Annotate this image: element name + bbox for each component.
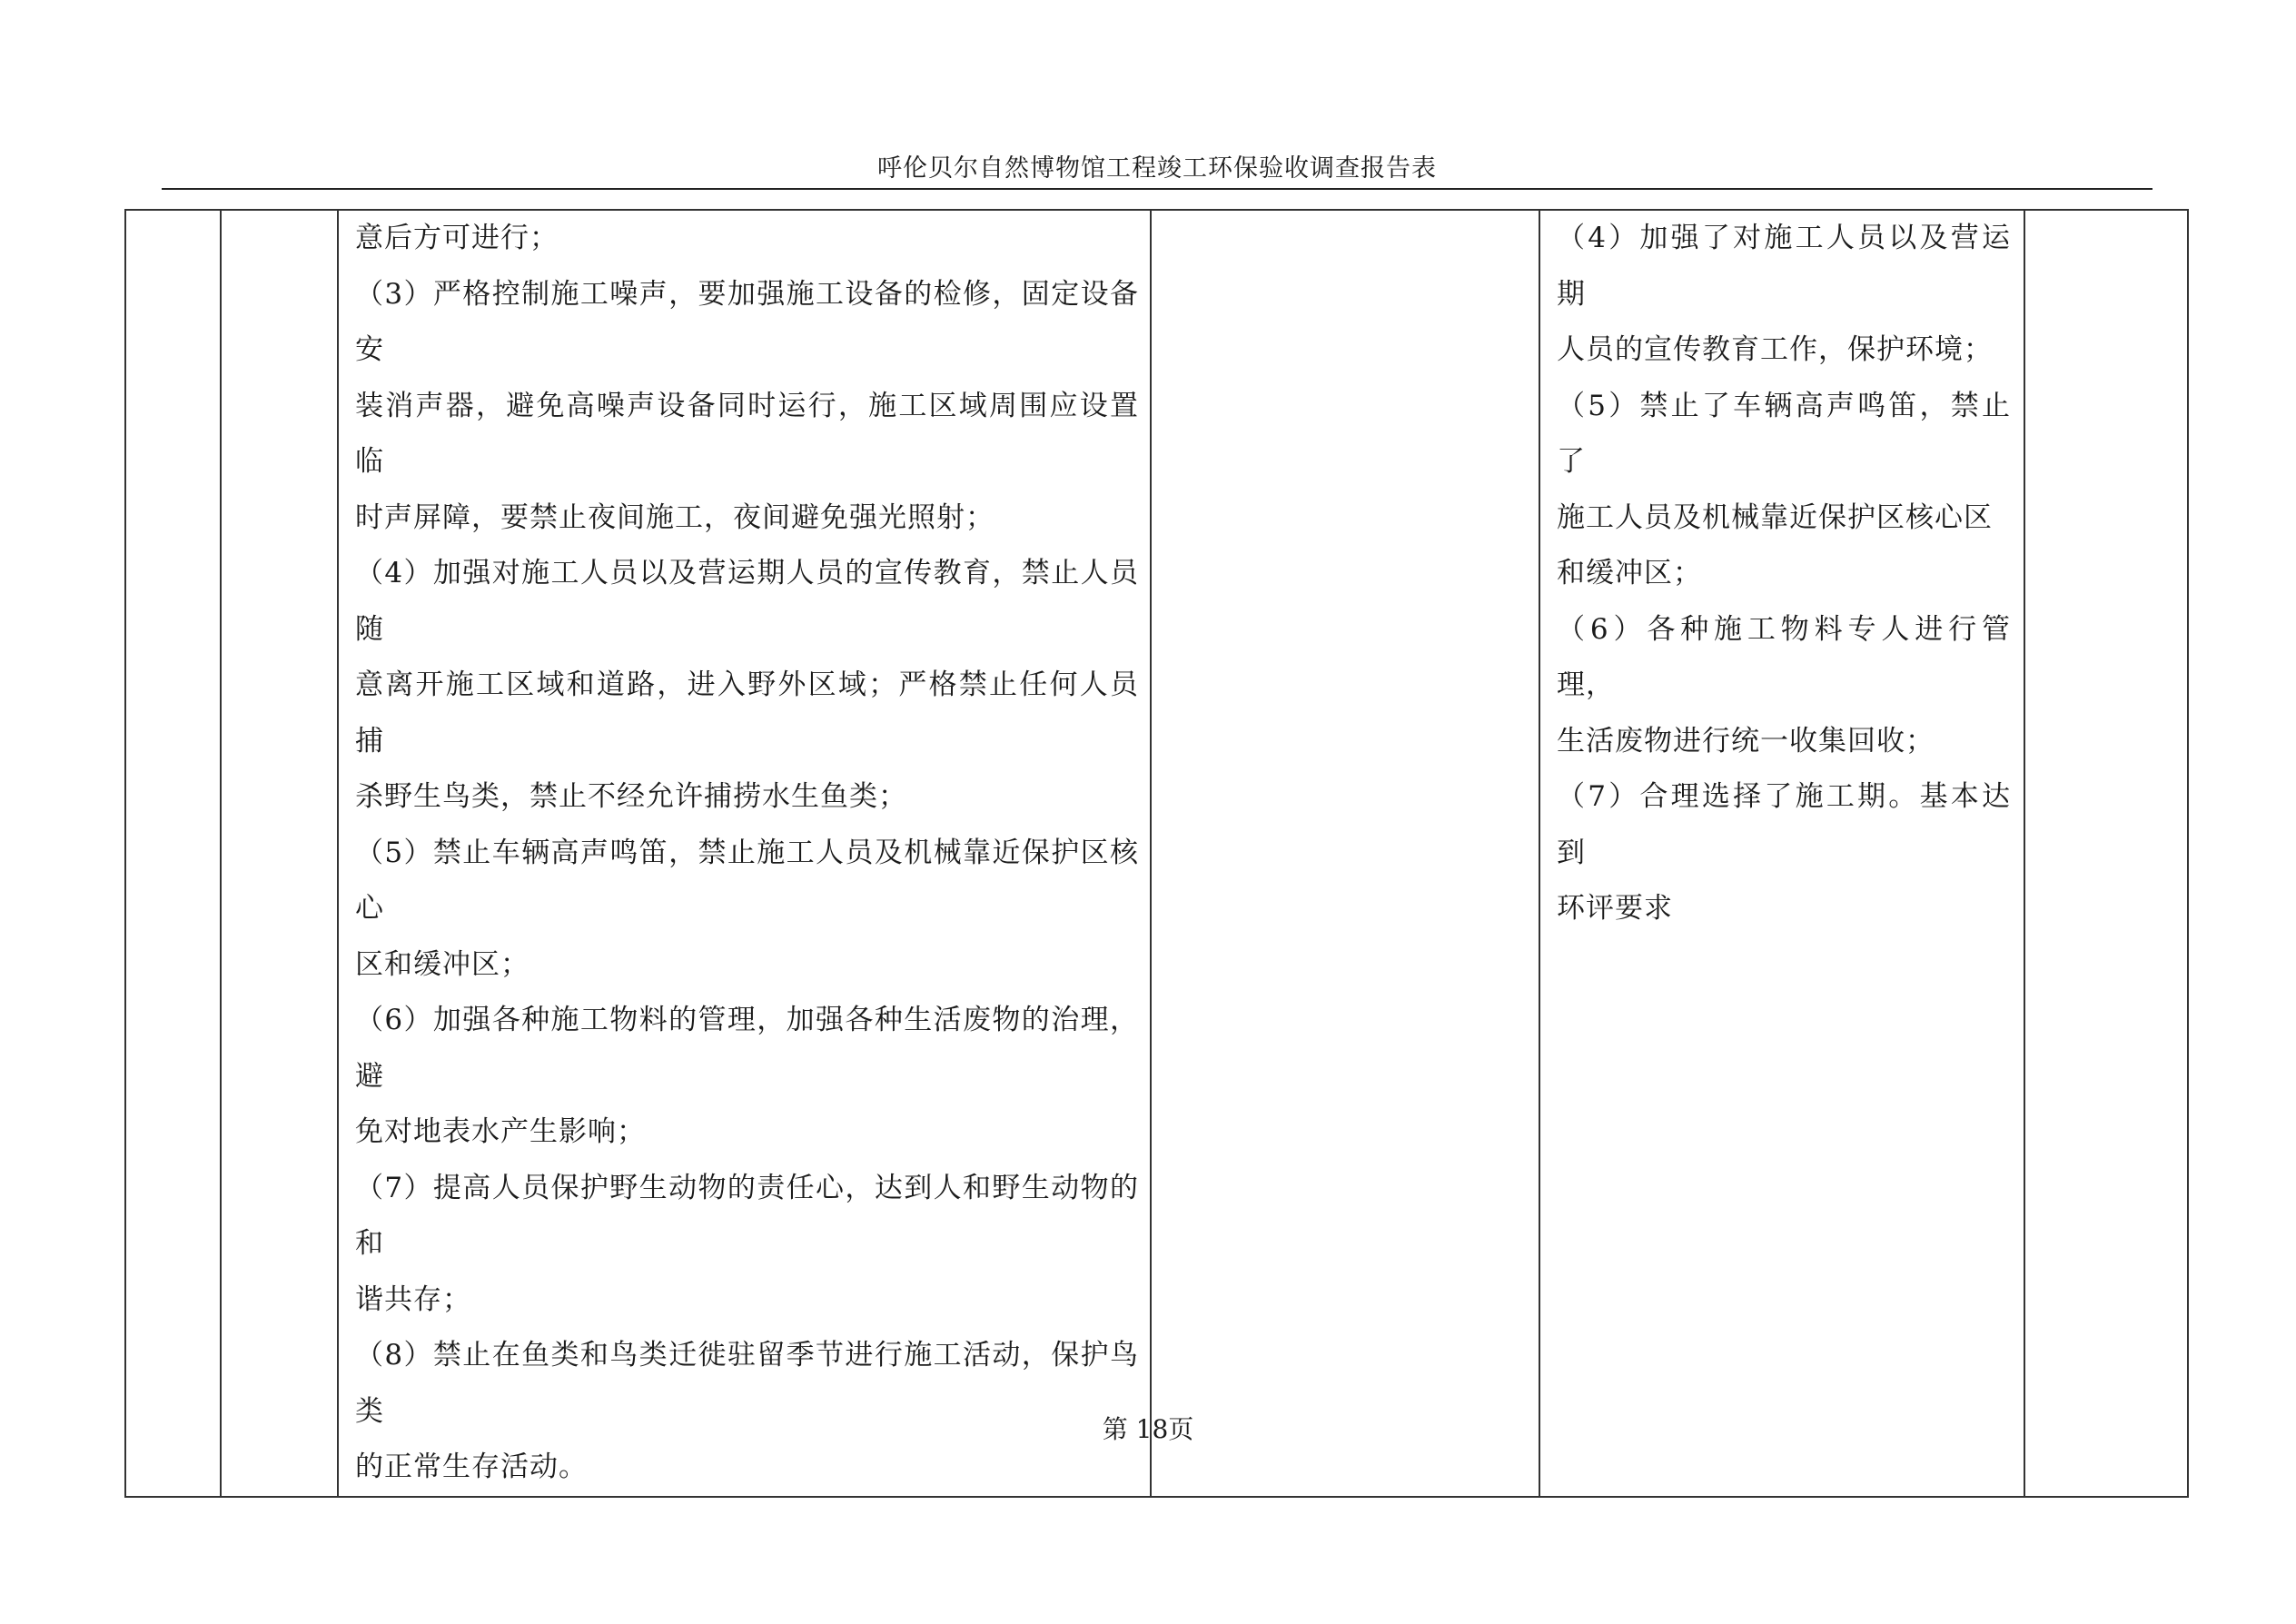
table-cell-eia-requirements xyxy=(338,210,1151,1497)
table-cell-empty xyxy=(1151,210,1539,1497)
requirement-line: 杀野生鸟类，禁止不经允许捕捞水生鱼类； xyxy=(355,780,907,813)
requirement-line: 的正常生存活动。 xyxy=(355,1451,588,1483)
eia-requirements-text xyxy=(355,211,1139,1496)
implementation-line: （7）合理选择了施工期。基本达到 xyxy=(1557,780,2011,869)
requirement-line: 区和缓冲区； xyxy=(355,947,529,981)
header-divider xyxy=(162,188,2152,190)
requirement-line: （3）严格控制施工噪声，要加强施工设备的检修，固定设备安 xyxy=(355,277,1139,366)
requirement-line: 时声屏障，要禁止夜间施工，夜间避免强光照射； xyxy=(355,500,995,534)
table-cell-implementation xyxy=(1539,210,2024,1497)
report-table xyxy=(124,209,2189,1498)
implementation-line: 生活废物进行统一收集回收； xyxy=(1557,724,1935,758)
implementation-line: 和缓冲区； xyxy=(1557,557,1702,589)
page-number: 第 18页 xyxy=(1102,1414,1194,1444)
requirement-line: 装消声器，避免高噪声设备同时运行，施工区域周围应设置临 xyxy=(355,389,1139,478)
requirement-line: （4）加强对施工人员以及营运期人员的宣传教育，禁止人员随 xyxy=(355,557,1139,646)
implementation-line: 人员的宣传教育工作，保护环境； xyxy=(1557,333,1993,366)
requirement-line: （8）禁止在鱼类和鸟类迁徙驻留季节进行施工活动，保护鸟类 xyxy=(355,1339,1139,1428)
requirement-line: 免对地表水产生影响； xyxy=(355,1115,646,1148)
implementation-line: （4）加强了对施工人员以及营运期 xyxy=(1557,222,2011,311)
implementation-text xyxy=(1557,211,2011,937)
table-cell-category xyxy=(221,210,338,1497)
table-cell-remarks xyxy=(2024,210,2188,1497)
requirement-line: （7）提高人员保护野生动物的责任心，达到人和野生动物的和 xyxy=(355,1171,1139,1260)
requirement-line: （5）禁止车辆高声鸣笛，禁止施工人员及机械靠近保护区核心 xyxy=(355,836,1139,925)
table-row xyxy=(125,210,2188,1497)
table-cell-index xyxy=(125,210,221,1497)
requirement-line: 谐共存； xyxy=(355,1282,471,1316)
implementation-line: （6）各种施工物料专人进行管理， xyxy=(1557,612,2011,701)
requirement-line: 意离开施工区域和道路，进入野外区域；严格禁止任何人员捕 xyxy=(355,668,1139,758)
page-header-title: 呼伦贝尔自然博物馆工程竣工环保验收调查报告表 xyxy=(877,154,1437,183)
implementation-line: （5）禁止了车辆高声鸣笛，禁止了 xyxy=(1557,389,2011,478)
implementation-line: 环评要求 xyxy=(1557,892,1673,925)
requirement-line: 意后方可进行； xyxy=(355,222,559,254)
requirement-line: （6）加强各种施工物料的管理，加强各种生活废物的治理，避 xyxy=(355,1004,1139,1093)
implementation-line: 施工人员及机械靠近保护区核心区 xyxy=(1557,500,1993,534)
